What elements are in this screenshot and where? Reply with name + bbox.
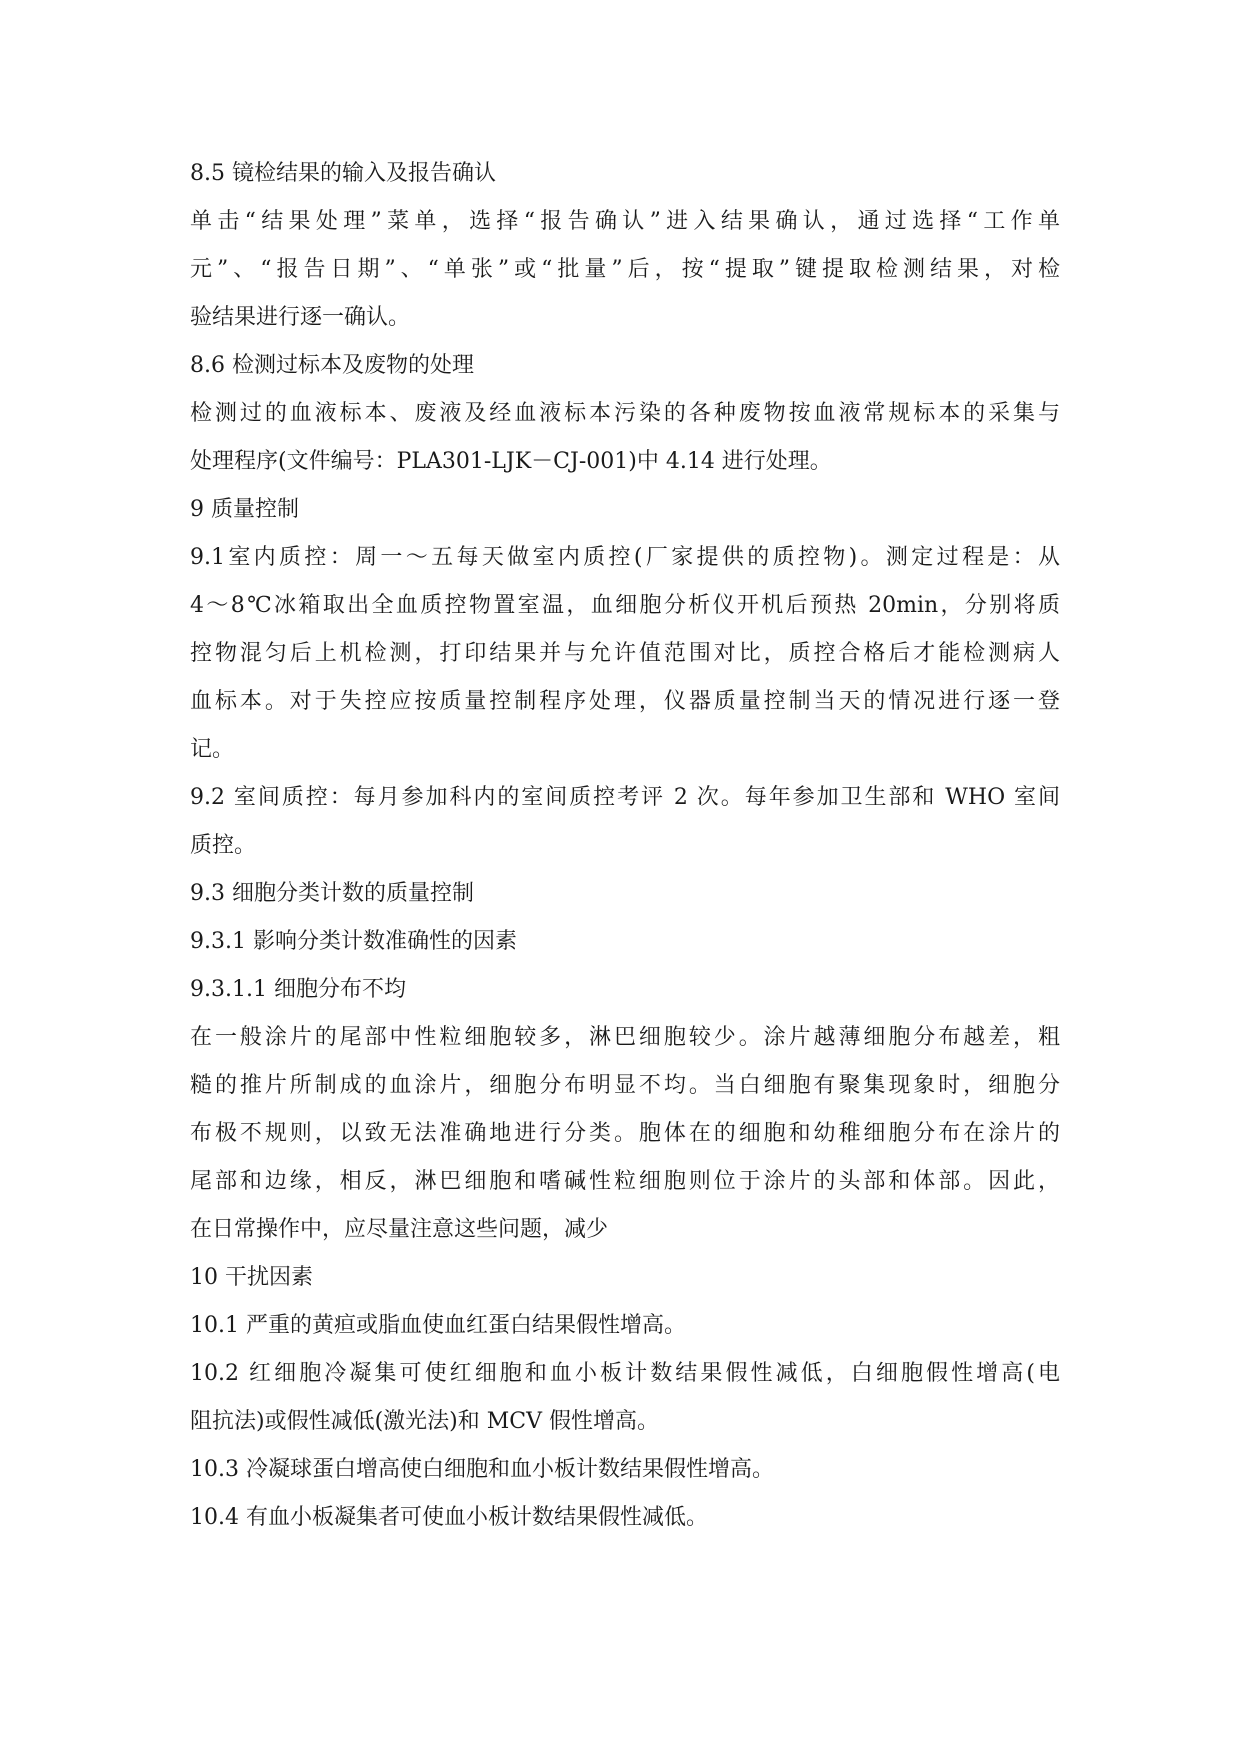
paragraph-line: 在日常操作中，应尽量注意这些问题，减少: [190, 1217, 609, 1242]
paragraph-line: 4～8℃冰箱取出全血质控物置室温，血细胞分析仪开机后预热 20min，分别将质: [190, 593, 1060, 618]
section-heading-8-6: 8.6 检测过标本及废物的处理: [190, 353, 474, 378]
paragraph-line: 检测过的血液标本、废液及经血液标本污染的各种废物按血液常规标本的采集与: [190, 401, 1060, 426]
paragraph-line: 在一般涂片的尾部中性粒细胞较多，淋巴细胞较少。涂片越薄细胞分布越差，粗: [190, 1025, 1060, 1050]
paragraph-line: 10.1 严重的黄疸或脂血使血红蛋白结果假性增高。: [190, 1313, 686, 1338]
section-heading-9-3: 9.3 细胞分类计数的质量控制: [190, 881, 474, 906]
paragraph-line: 质控。: [190, 833, 257, 858]
paragraph-line: 记。: [190, 737, 235, 762]
paragraph-line: 处理程序(文件编号：PLA301-LJK－CJ-001)中 4.14 进行处理。: [190, 449, 832, 474]
section-heading-9-3-1: 9.3.1 影响分类计数准确性的因素: [190, 929, 517, 954]
paragraph-line: 9.1室内质控：周一～五每天做室内质控(厂家提供的质控物)。测定过程是：从: [190, 545, 1060, 570]
paragraph-line: 单击“结果处理”菜单，选择“报告确认”进入结果确认，通过选择“工作单: [190, 209, 1060, 234]
section-heading-8-5: 8.5 镜检结果的输入及报告确认: [190, 161, 496, 186]
paragraph-line: 阻抗法)或假性减低(激光法)和 MCV 假性增高。: [190, 1409, 659, 1434]
paragraph-line: 元”、“报告日期”、“单张”或“批量”后，按“提取”键提取检测结果，对检: [190, 257, 1060, 282]
paragraph-line: 10.3 冷凝球蛋白增高使白细胞和血小板计数结果假性增高。: [190, 1457, 774, 1482]
paragraph-line: 尾部和边缘，相反，淋巴细胞和嗜碱性粒细胞则位于涂片的头部和体部。因此，: [190, 1169, 1060, 1194]
section-heading-9: 9 质量控制: [190, 497, 299, 522]
paragraph-line: 布极不规则，以致无法准确地进行分类。胞体在的细胞和幼稚细胞分布在涂片的: [190, 1121, 1060, 1146]
paragraph-line: 10.2 红细胞冷凝集可使红细胞和血小板计数结果假性减低，白细胞假性增高(电: [190, 1361, 1060, 1386]
paragraph-line: 控物混匀后上机检测，打印结果并与允许值范围对比，质控合格后才能检测病人: [190, 641, 1060, 666]
section-heading-9-3-1-1: 9.3.1.1 细胞分布不均: [190, 977, 406, 1002]
paragraph-line: 10.4 有血小板凝集者可使血小板计数结果假性减低。: [190, 1505, 708, 1530]
paragraph-line: 验结果进行逐一确认。: [190, 305, 411, 330]
paragraph-line: 9.2 室间质控：每月参加科内的室间质控考评 2 次。每年参加卫生部和 WHO 室间: [190, 785, 1060, 810]
section-heading-10: 10 干扰因素: [190, 1265, 313, 1290]
paragraph-line: 糙的推片所制成的血涂片，细胞分布明显不均。当白细胞有聚集现象时，细胞分: [190, 1073, 1060, 1098]
paragraph-line: 血标本。对于失控应按质量控制程序处理，仪器质量控制当天的情况进行逐一登: [190, 689, 1060, 714]
document-body: [190, 150, 1060, 1542]
